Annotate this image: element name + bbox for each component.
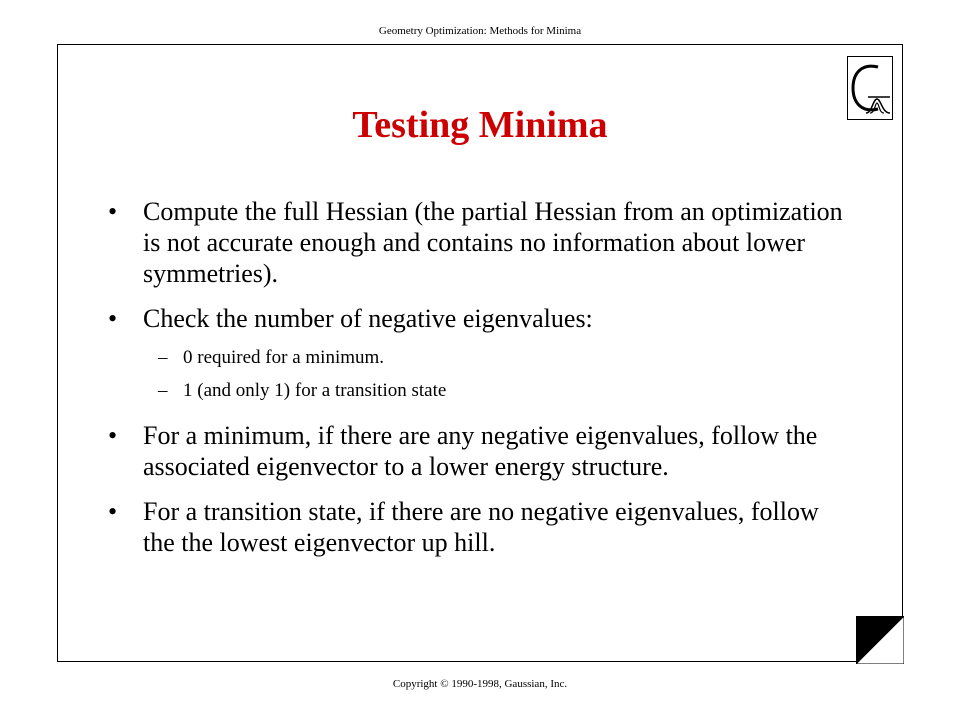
slide-header: Geometry Optimization: Methods for Minima	[378, 25, 582, 37]
bullet-marker: •	[108, 197, 118, 226]
bullet-marker: •	[108, 497, 118, 526]
sub-bullet-item	[108, 378, 848, 403]
sub-bullet-item	[108, 345, 848, 370]
bullet-text: Check the number of negative eigenvalues:	[143, 304, 593, 333]
page-corner-icon	[856, 616, 904, 664]
bullet-marker: •	[108, 304, 118, 333]
bullet-item	[108, 303, 848, 334]
bullet-list	[108, 196, 848, 572]
bullet-text: Compute the full Hessian (the partial Hessian from an optimization is not accurate enough and contains no information about lower symmetries).	[143, 197, 843, 288]
sub-bullet-text: 1 (and only 1) for a transition state	[183, 380, 447, 401]
bullet-item	[108, 196, 848, 289]
bullet-marker: •	[108, 421, 118, 450]
slide-title: Testing Minima	[352, 104, 608, 146]
slide-footer: Copyright © 1990-1998, Gaussian, Inc.	[392, 678, 568, 690]
sub-bullet-marker: –	[158, 380, 168, 401]
bullet-item	[108, 496, 848, 558]
bullet-text: For a minimum, if there are any negative eigenvalues, follow the associated eigenvector to a lower energy structure.	[143, 421, 818, 481]
bullet-item	[108, 420, 848, 482]
bullet-text: For a transition state, if there are no negative eigenvalues, follow the the lowest eigenvector up hill.	[143, 497, 819, 557]
sub-bullet-text: 0 required for a minimum.	[183, 347, 385, 368]
sub-bullet-marker: –	[158, 347, 168, 368]
